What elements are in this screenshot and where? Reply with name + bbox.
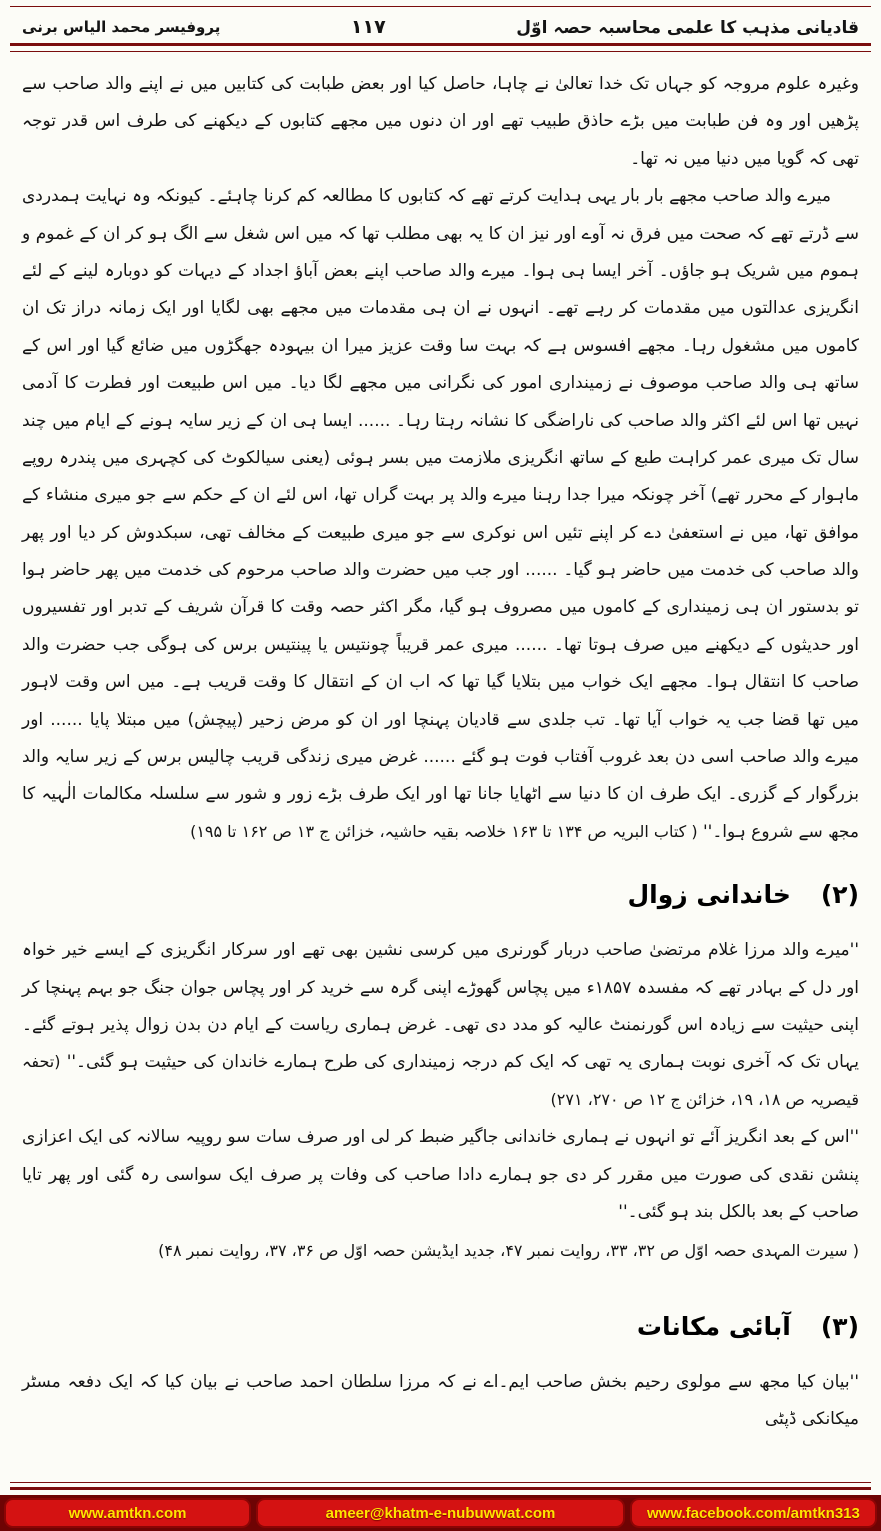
paragraph-quote-kitab-ul-bariya xyxy=(22,178,859,851)
section-2-title: خاندانی زوال xyxy=(627,880,791,910)
section-heading-abai-makanat xyxy=(22,1299,859,1354)
citation-seerat-ul-mahdi: ( سیرت المہدی حصہ اوّل ص ۳۲، ۳۳، روایت نمبر ۴۷، جدید ایڈیشن حصہ اوّل ص ۳۶، ۳۷، روایت نمبر ۴۸) xyxy=(158,1241,859,1261)
footer-thin-rule xyxy=(10,1482,871,1483)
book-title: قادیانی مذہب کا علمی محاسبہ حصہ اوّل xyxy=(516,17,859,38)
page-number: ۱۱۷ xyxy=(350,16,386,38)
paragraph-4-text: ''اس کے بعد انگریز آئے تو انہوں نے ہماری خاندانی جاگیر ضبط کر لی اور صرف سات سو روپیہ سالانہ کی ایک اعزازی پنشن نقدی کی صورت میں مقرر کر دی جو ہمارے دادا صاحب کی وفات پر صرف ایک سواسی رہ گئی اور پھر تایا صاحب کے بعد بالکل بند ہو گئی۔'' xyxy=(22,1127,859,1222)
email-link[interactable]: ameer@khatm-e-nubuwwat.com xyxy=(256,1498,625,1528)
paragraph-3-text: ''میرے والد مرزا غلام مرتضیٰ صاحب دربار گورنری میں کرسی نشین بھی تھے اور سرکار انگریزی کے ایسے خیر خواہ اور دل کے بہادر تھے کہ مفسدہ ۱۸۵۷ء میں پچاس گھوڑے اپنی گرہ سے خرید کر اور پچاس جوان جنگ جو بہم پہنچا کر اپنی حیثیت سے زیادہ اس گورنمنٹ عالیہ کو مدد دی تھی۔ غرض ہماری ریاست کے ایام دن بدن زوال پذیر ہوتے گئے۔ یہاں تک کہ آخری نوبت ہماری یہ تھی کہ ایک کم درجہ زمینداری کی طرح ہمارے خاندان کی حیثیت ہو گئی۔'' xyxy=(22,940,859,1073)
website-link[interactable]: www.amtkn.com xyxy=(4,1498,251,1528)
facebook-link[interactable]: www.facebook.com/amtkn313 xyxy=(630,1498,877,1528)
footer-thick-rule xyxy=(10,1487,871,1490)
page-footer xyxy=(0,1482,881,1531)
page-content xyxy=(0,52,881,1438)
section-3-number: (۳) xyxy=(820,1311,859,1341)
header-row xyxy=(0,7,881,43)
paragraph-5-text: ''بیان کیا مجھ سے مولوی رحیم بخش صاحب ایم۔اے نے کہ مرزا سلطان احمد صاحب نے بیان کیا کہ ایک دفعہ مسٹر میکانکی ڈپٹی xyxy=(22,1371,859,1429)
citation-tohfa-qaisariya: (تحفہ قیصریہ ص ۱۸، ۱۹، خزائن ج ۱۲ ص ۲۷۰، ۲۷۱) xyxy=(22,1052,859,1109)
section-3-title: آبائی مکانات xyxy=(636,1311,791,1341)
page-header xyxy=(0,6,881,52)
citation-kitab-ul-bariya: ( کتاب البریہ ص ۱۳۴ تا ۱۶۳ خلاصہ بقیہ حاشیہ، خزائن ج ۱۳ ص ۱۶۲ تا ۱۹۵) xyxy=(190,821,698,841)
paragraph-2-text: میرے والد صاحب مجھے بار بار یہی ہدایت کرتے تھے کہ کتابوں کا مطالعہ کم کرنا چاہئے۔ کیونکہ وہ نہایت ہمدردی سے ڈرتے تھے کہ صحت میں فرق نہ آوے اور نیز ان کا یہ بھی مطلب تھا کہ میں اس شغل سے الگ ہو کر ان کے غموم و ہموم میں شریک ہو جاؤں۔ آخر ایسا ہی ہوا۔ میرے والد صاحب اپنے بعض آباؤ اجداد کے دیہات کو دوبارہ لینے کے لئے انگریزی عدالتوں میں مقدمات کر رہے تھے۔ انہوں نے ان ہی مقدمات میں مجھے بھی لگایا اور ایک زمانہ دراز تک ان کاموں میں مشغول رہا۔ مجھے افسوس ہے کہ بہت سا وقت عزیز میرا ان بیہودہ جھگڑوں میں ضائع گیا اور اس کے ساتھ ہی والد صاحب موصوف نے زمینداری امور کی نگرانی میں مجھے لگا دیا۔ میں اس طبیعت اور فطرت کا آدمی نہیں تھا اس لئے اکثر والد صاحب کی ناراضگی کا نشانہ رہتا رہا۔ ...... ایسا ہی ان کے زیر سایہ ہونے کے ایام میں چند سال تک میری عمر کراہت طبع کے ساتھ انگریزی ملازمت میں بسر ہوئی (یعنی سیالکوٹ کی کچہری میں پندرہ روپے ماہوار کے محرر تھے) آخر چونکہ میرا جدا رہنا میرے والد پر بہت گراں تھا، اس لئے ان کے حکم سے جو میری منشاء کے موافق تھا، میں نے استعفیٰ دے کر اپنے تئیں اس نوکری سے جو میری طبیعت کے مخالف تھی، سبکدوش کر دیا اور پھر والد صاحب کی خدمت میں حاضر ہو گیا۔ ...... اور جب میں حضرت والد صاحب مرحوم کی خدمت میں پھر حاضر ہوا تو بدستور ان ہی زمینداری کے کاموں میں مصروف ہو گیا، مگر اکثر حصہ وقت کا قرآن شریف کے تدبر اور تفسیروں اور حدیثوں کے دیکھنے میں صرف ہوتا تھا۔ ...... میری عمر قریباً چونتیس یا پینتیس برس کی ہوگی جب حضرت والد صاحب کا انتقال ہوا۔ مجھے ایک خواب میں بتلایا گیا تھا کہ اب ان کے انتقال کا وقت قریب ہے۔ میں اس وقت لاہور میں تھا قضا جب یہ خواب آیا تھا۔ تب جلدی سے قادیان پہنچا اور ان کو مرض زحیر (پیچش) میں مبتلا پایا ...... اور میرے والد صاحب اسی دن بعد غروب آفتاب فوت ہو گئے ...... غرض میری زندگی قریب چالیس برس کے زیر سایہ والد بزرگوار کے گزری۔ ایک طرف ان کا دنیا سے اٹھایا جانا تھا اور ایک طرف بڑے زور و شور سے سلسلہ مکالمات الٰہیہ کا مجھ سے شروع ہوا۔'' xyxy=(22,186,859,842)
footer-bar xyxy=(0,1495,881,1531)
paragraph-1-text: وغیرہ علوم مروجہ کو جہاں تک خدا تعالیٰ نے چاہا، حاصل کیا اور بعض طبابت کی کتابیں میں نے اپنے والد صاحب سے پڑھیں اور وہ فن طبابت میں بڑے حاذق طبیب تھے اور ان دنوں میں مجھے کتابوں کے دیکھنے کی طرف اس قدر توجہ تھی کہ گویا میں دنیا میں نہ تھا۔ xyxy=(22,74,859,169)
author-name: پروفیسر محمد الیاس برنی xyxy=(22,18,221,36)
paragraph-quote-molvi-rahim-bakhsh xyxy=(22,1364,859,1439)
paragraph-continuation xyxy=(22,66,859,178)
header-thick-rule xyxy=(10,43,871,46)
section-heading-khandani-zawal xyxy=(22,867,859,922)
paragraph-quote-tohfa-qaisariya xyxy=(22,932,859,1119)
paragraph-quote-jagir-pension xyxy=(22,1119,859,1231)
section-2-number: (۲) xyxy=(820,880,859,910)
